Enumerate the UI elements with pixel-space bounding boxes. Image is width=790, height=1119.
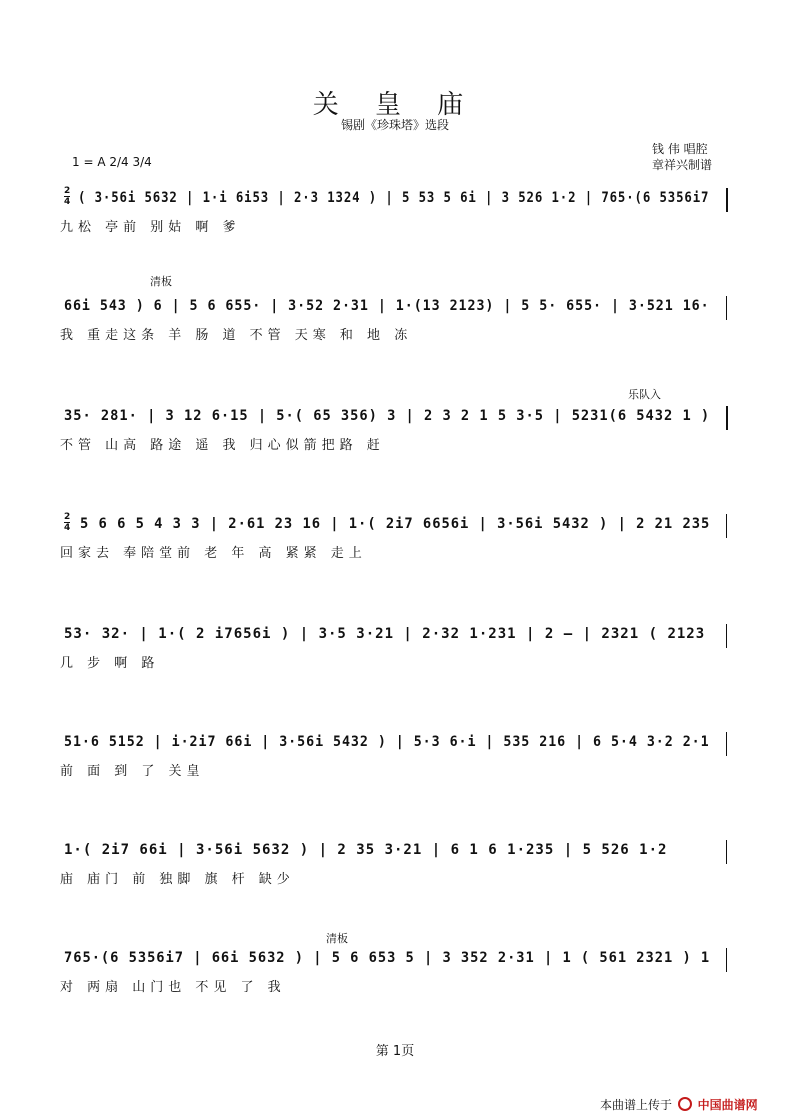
barline — [726, 948, 727, 972]
barline — [726, 188, 728, 212]
lyrics-row: 回家去 奉陪堂前 老 年 高 紧紧 走上 — [60, 546, 367, 561]
barline — [726, 624, 727, 648]
page-subtitle: 锡剧《珍珠塔》选段 — [340, 118, 449, 132]
page-number: 第 1页 — [375, 1044, 415, 1059]
upload-note: 本曲谱上传于 — [600, 1098, 673, 1112]
lyrics-row: 庙 庙门 前 独脚 旗 杆 缺少 — [60, 872, 295, 887]
tempo-marking: 清板 — [150, 275, 172, 288]
notation-row: 51·6 5152 | i·2i7 66i | 3·56i 5432 ) | 5·3 6·i | 535 216 | 6 5·4 3·2 2·1 — [64, 734, 710, 750]
site-name[interactable]: 中国曲谱网 — [697, 1098, 758, 1112]
notation-row: 5 6 6 5 4 3 3 | 2·61 23 16 | 1·( 2i7 6656i | 3·56i 5432 ) | 2 21 235 — [80, 516, 711, 532]
lyrics-row: 几 步 啊 路 — [60, 656, 160, 671]
orchestra-marking: 乐队入 — [628, 388, 661, 401]
lyrics-row: 前 面 到 了 关皇 — [60, 764, 205, 779]
notation-row: ( 3·56i 5632 | 1·i 6i53 | 2·3 1324 ) | 5 53 5 6i | 3 526 1·2 | 765·(6 5356i7 — [78, 190, 710, 206]
tempo-marking: 清板 — [326, 932, 348, 945]
barline — [726, 406, 728, 430]
time-signature: 2 4 — [64, 186, 71, 207]
barline — [726, 840, 727, 864]
site-logo-icon — [678, 1097, 692, 1111]
time-signature: 2 4 — [64, 512, 71, 533]
notation-row: 1·( 2i7 66i | 3·56i 5632 ) | 2 35 3·21 | 6 1 6 1·235 | 5 526 1·2 — [64, 842, 668, 858]
barline — [726, 514, 727, 538]
footer-note — [600, 1096, 758, 1113]
notation-row: 66i 543 ) 6 | 5 6 655· | 3·52 2·31 | 1·(13 2123) | 5 5· 655· | 3·521 16· — [64, 298, 710, 314]
transcriber-credit: 章祥兴制谱 — [652, 158, 713, 172]
lyrics-row: 对 两扇 山门也 不见 了 我 — [60, 980, 286, 995]
lyrics-row: 九松 亭前 别姑 啊 爹 — [60, 220, 241, 235]
barline — [726, 732, 727, 756]
singer-credit: 钱 伟 唱腔 — [652, 142, 708, 156]
notation-row: 53· 32· | 1·( 2 i7656i ) | 3·5 3·21 | 2·32 1·231 | 2 — | 2321 ( 2123 — [64, 626, 706, 642]
lyrics-row: 不管 山高 路途 遥 我 归心似箭把路 赶 — [60, 438, 385, 453]
page-title: 关 皇 庙 — [312, 90, 478, 120]
notation-row: 35· 281· | 3 12 6·15 | 5·( 65 356) 3 | 2 3 2 1 5 3·5 | 5231(6 5432 1 ) — [64, 408, 711, 424]
notation-row: 765·(6 5356i7 | 66i 5632 ) | 5 6 653 5 | 3 352 2·31 | 1 ( 561 2321 ) 1 — [64, 950, 711, 966]
lyrics-row: 我 重走这条 羊 肠 道 不管 天寒 和 地 冻 — [60, 328, 413, 343]
barline — [726, 296, 727, 320]
key-signature: 1 = A 2/4 3/4 — [72, 155, 152, 169]
